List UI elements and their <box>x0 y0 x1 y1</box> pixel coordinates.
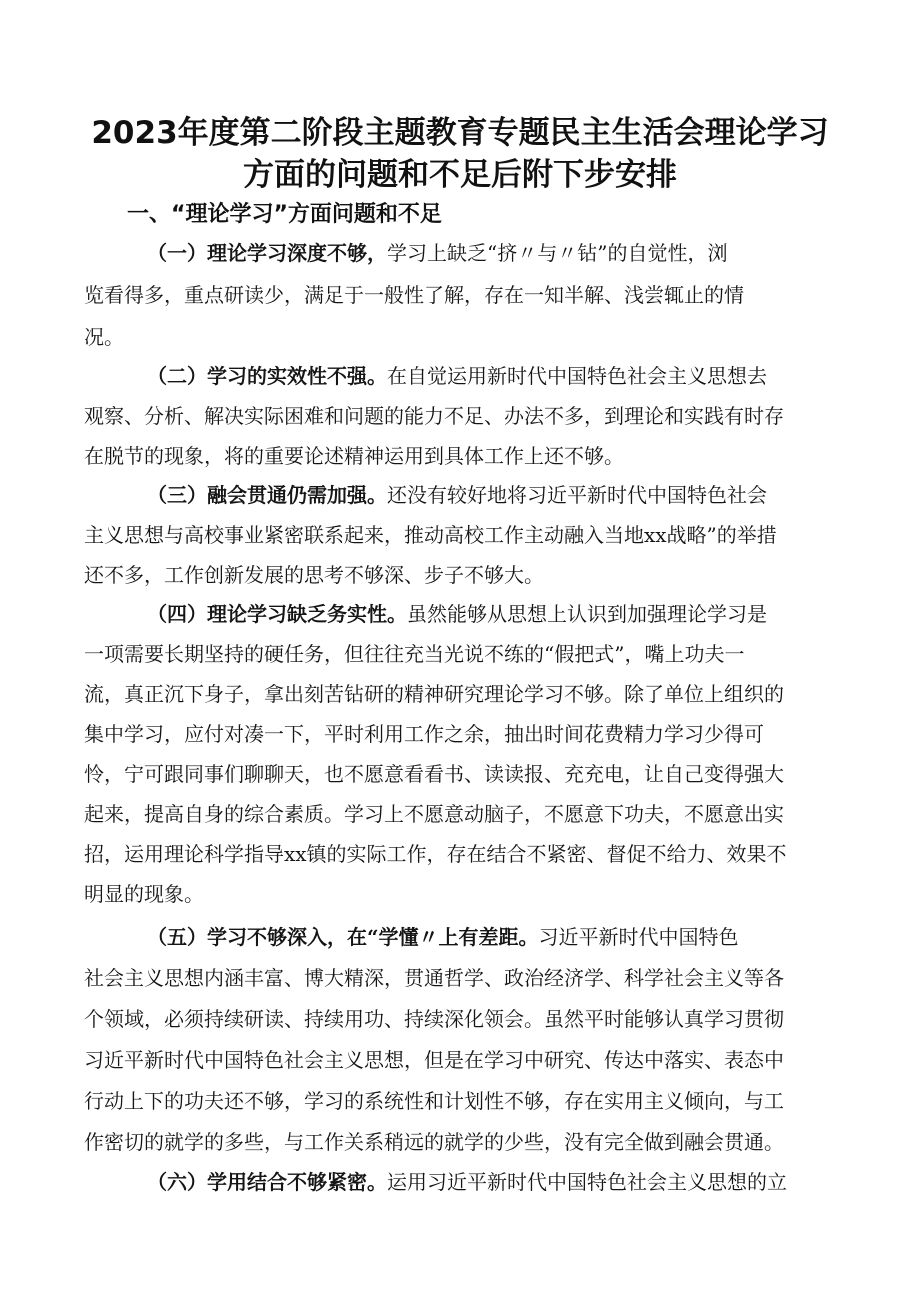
paragraph-line: 流，真正沉下身子，拿出刻苦钻研的精神研究理论学习不够。除了单位上组织的 <box>84 682 784 706</box>
paragraph-line <box>147 481 767 509</box>
paragraph-line: 览看得多，重点研读少，满足于一般性了解，存在一知半解、浅尝辄止的情 <box>84 283 744 307</box>
paragraph-text: 还没有较好地将习近平新时代中国特色社会 <box>387 483 767 507</box>
paragraph-line: 起来，提高自身的综合素质。学习上不愿意动脑子，不愿意下功夫，不愿意出实 <box>84 802 784 826</box>
paragraph-lead: （六）学用结合不够紧密。 <box>147 1170 387 1194</box>
paragraph-line: 集中学习，应付对凑一下，平时利用工作之余，抽出时间花费精力学习少得可 <box>84 722 764 746</box>
paragraph-line: 主义思想与高校事业紧密联系起来，推动高校工作主动融入当地xx战略”的举措 <box>84 523 777 547</box>
document-title-line-1: 2023年度第二阶段主题教育专题民主生活会理论学习 <box>91 115 829 151</box>
paragraph-line: 怜，宁可跟同事们聊聊天，也不愿意看看书、读读报、充充电，让自己变得强大 <box>84 762 784 786</box>
paragraph-text: 虽然能够从思想上认识到加强理论学习是 <box>407 602 767 626</box>
paragraph-line: 还不多，工作创新发展的思考不够深、步子不够大。 <box>84 563 544 587</box>
document-title-line-2: 方面的问题和不足后附下步安排 <box>243 157 677 193</box>
paragraph-line: 作密切的就学的多些，与工作关系稍远的就学的少些，没有完全做到融会贯通。 <box>84 1130 784 1154</box>
paragraph-lead: （五）学习不够深入，在“学懂〃上有差距。 <box>147 925 539 949</box>
paragraph-lead: （四）理论学习缺乏务实性。 <box>147 602 407 626</box>
paragraph-lead: （二）学习的实效性不强。 <box>147 364 387 388</box>
section-heading: 一、“理论学习”方面问题和不足 <box>127 202 442 227</box>
paragraph-line: 习近平新时代中国特色社会主义思想，但是在学习中研究、传达中落实、表态中 <box>84 1048 784 1072</box>
paragraph-text: 在自觉运用新时代中国特色社会主义思想去 <box>387 364 767 388</box>
paragraph-line: 社会主义思想内涵丰富、博大精深，贯通哲学、政治经济学、科学社会主义等各 <box>84 966 784 990</box>
paragraph-line: 观察、分析、解决实际困难和问题的能力不足、办法不多，到理论和实践有时存 <box>84 404 784 428</box>
paragraph-line: 明显的现象。 <box>84 882 204 906</box>
paragraph-lead: （一）理论学习深度不够， <box>147 241 387 265</box>
paragraph-text: 运用习近平新时代中国特色社会主义思想的立 <box>387 1170 787 1194</box>
paragraph-line: 个领域，必须持续研读、持续用功、持续深化领会。虽然平时能够认真学习贯彻 <box>84 1007 784 1031</box>
paragraph-line: 一项需要长期坚持的硬任务，但往往充当光说不练的“假把式”，嘴上功夫一 <box>84 642 745 666</box>
paragraph-line: 招，运用理论科学指导xx镇的实际工作，存在结合不紧密、督促不给力、效果不 <box>84 842 787 866</box>
paragraph-line: 行动上下的功夫还不够，学习的系统性和计划性不够，存在实用主义倾向，与工 <box>84 1089 784 1113</box>
paragraph-line <box>147 1168 787 1196</box>
paragraph-line: 在脱节的现象，将的重要论述精神运用到具体工作上还不够。 <box>84 444 624 468</box>
paragraph-line <box>147 600 767 628</box>
paragraph-text: 学习上缺乏“挤〃与〃钻”的自觉性，浏 <box>387 241 728 265</box>
paragraph-line <box>147 362 767 390</box>
paragraph-line <box>147 239 727 267</box>
paragraph-lead: （三）融会贯通仍需加强。 <box>147 483 387 507</box>
paragraph-line <box>147 923 739 951</box>
paragraph-text: 习近平新时代中国特色 <box>538 925 739 949</box>
paragraph-line: 况。 <box>84 325 124 349</box>
